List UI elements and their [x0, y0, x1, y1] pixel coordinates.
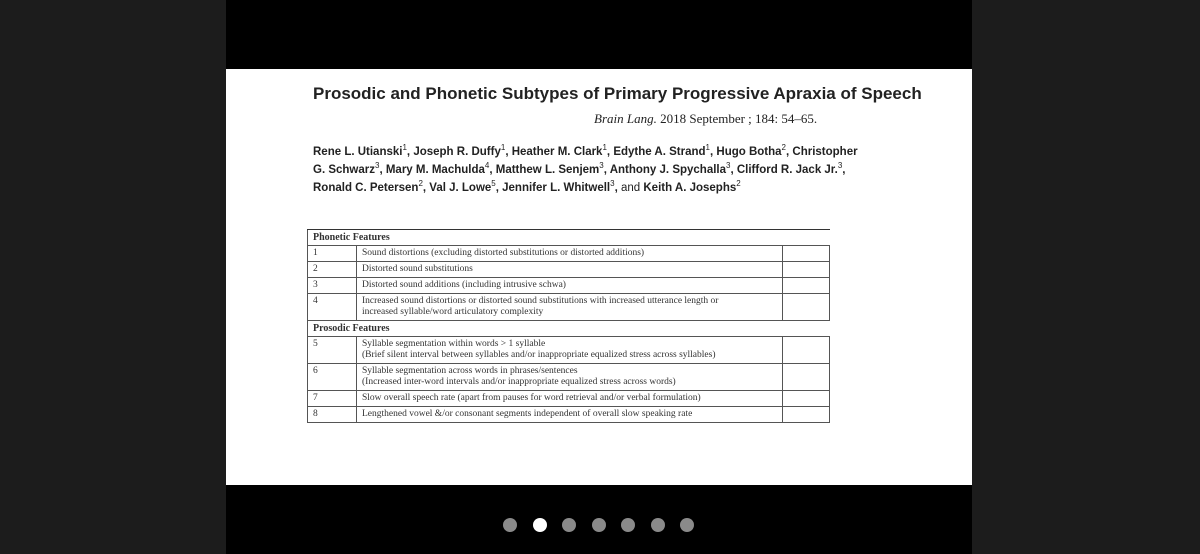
left-margin	[0, 0, 226, 554]
citation-details: 2018 September ; 184: 54–65.	[660, 111, 818, 126]
feature-description-line: (Brief silent interval between syllables and/or inappropriate equalized stress across syllables)	[362, 350, 716, 360]
rating-cell	[783, 364, 830, 391]
author-affiliation: 2	[418, 179, 423, 188]
table-row	[308, 246, 830, 262]
author-name: Anthony J. Spychalla	[609, 164, 727, 176]
carousel-dot[interactable]	[562, 518, 576, 532]
rating-cell	[783, 391, 830, 407]
author-affiliation: 1	[602, 143, 607, 152]
table-row	[308, 391, 830, 407]
carousel-dot[interactable]	[592, 518, 606, 532]
author-name: Christopher G. Schwarz	[313, 146, 858, 176]
author-name: Mary M. Machulda	[385, 164, 485, 176]
author-affiliation: 2	[781, 143, 786, 152]
author-name: Matthew L. Senjem	[495, 164, 600, 176]
feature-number: 2	[308, 262, 357, 278]
feature-description-line: Distorted sound additions (including intrusive schwa)	[362, 280, 566, 290]
rating-cell	[783, 294, 830, 321]
author-name: Rene L. Utianski	[313, 146, 403, 158]
rating-cell	[783, 337, 830, 364]
author-name: Ronald C. Petersen	[313, 182, 419, 194]
citation	[594, 111, 817, 127]
carousel-dot[interactable]	[503, 518, 517, 532]
feature-description	[357, 407, 783, 423]
feature-description-line: Lengthened vowel &/or consonant segments independent of overall slow speaking rate	[362, 409, 693, 419]
feature-description	[357, 294, 783, 321]
author-affiliation: 5	[491, 179, 496, 188]
section-heading: Prosodic Features	[308, 321, 830, 337]
feature-number: 6	[308, 364, 357, 391]
author-name: Clifford R. Jack Jr.	[736, 164, 838, 176]
right-margin	[972, 0, 1200, 554]
author-name: Val J. Lowe	[429, 182, 492, 194]
table-row	[308, 337, 830, 364]
rating-cell	[783, 278, 830, 294]
rating-cell	[783, 407, 830, 423]
feature-number: 8	[308, 407, 357, 423]
author-name: Hugo Botha	[716, 146, 782, 158]
table-row	[308, 278, 830, 294]
feature-number: 4	[308, 294, 357, 321]
rating-cell	[783, 246, 830, 262]
author-affiliation: 1	[402, 143, 407, 152]
feature-number: 5	[308, 337, 357, 364]
feature-description	[357, 364, 783, 391]
author-conjunction: and	[620, 182, 641, 194]
table-row	[308, 364, 830, 391]
table-row	[308, 294, 830, 321]
feature-number: 7	[308, 391, 357, 407]
feature-description-line: increased syllable/word articulatory complexity	[362, 307, 544, 317]
carousel-dot[interactable]	[651, 518, 665, 532]
feature-description	[357, 262, 783, 278]
document-image	[226, 69, 972, 485]
feature-description-line: (Increased inter-word intervals and/or inappropriate equalized stress across words)	[362, 377, 676, 387]
feature-description	[357, 278, 783, 294]
feature-description-line: Slow overall speech rate (apart from pauses for word retrieval and/or verbal formulation)	[362, 393, 701, 403]
feature-description-line: Sound distortions (excluding distorted substitutions or distorted additions)	[362, 248, 645, 258]
feature-description	[357, 246, 783, 262]
author-name: Keith A. Josephs	[643, 182, 737, 194]
author-affiliation: 3	[726, 161, 731, 170]
author-list: Rene L. Utianski$^1$, Joseph R. Duffy$^1$, Heather M. Clark$^1$, Edythe A. Strand$^1$, Hugo Botha$^2$, Christopher G. Schwarz$^3$, Mary M. Machulda$^4$, Matthew L. Senjem$^3$, Anthony J. Spychalla$^3$, Clifford R. Jack Jr.$^3$, Ronald C. Petersen$^2$, Val J. Lowe$^5$, Jennifer L. Whitwell$^3$, and Keith A. Josephs$^2$	[313, 143, 858, 194]
rating-cell	[783, 262, 830, 278]
author-affiliation: 3	[837, 161, 843, 170]
table-row	[308, 262, 830, 278]
table-section-header	[308, 321, 830, 337]
carousel-dot[interactable]	[680, 518, 694, 532]
feature-number: 3	[308, 278, 357, 294]
author-affiliation: 2	[736, 179, 741, 188]
table-row	[308, 407, 830, 423]
table-section-header	[308, 230, 830, 246]
author-name: Heather M. Clark	[511, 146, 603, 158]
feature-description-line: Syllable segmentation across words in phrases/sentences	[362, 366, 578, 376]
feature-number: 1	[308, 246, 357, 262]
author-affiliation: 3	[610, 179, 615, 188]
feature-description	[357, 391, 783, 407]
carousel-dot-active[interactable]	[533, 518, 547, 532]
paper-title: Prosodic and Phonetic Subtypes of Primary Progressive Apraxia of Speech	[313, 84, 922, 103]
author-name: Joseph R. Duffy	[413, 146, 501, 158]
author-affiliation: 1	[500, 143, 506, 152]
author-affiliation: 3	[599, 161, 604, 170]
author-affiliation: 4	[484, 161, 490, 170]
carousel-dot[interactable]	[621, 518, 635, 532]
feature-description	[357, 337, 783, 364]
author-name: Edythe A. Strand	[613, 146, 706, 158]
feature-description-line: Syllable segmentation within words > 1 syllable	[362, 339, 546, 349]
feature-description-line: Increased sound distortions or distorted sound substitutions with increased utterance length or	[362, 296, 719, 306]
author-name: Jennifer L. Whitwell	[502, 182, 611, 194]
author-affiliation: 1	[705, 143, 710, 152]
citation-journal: Brain Lang.	[594, 111, 657, 126]
author-affiliation: 3	[375, 161, 380, 170]
section-heading: Phonetic Features	[308, 230, 830, 246]
features-table	[307, 229, 830, 423]
feature-description-line: Distorted sound substitutions	[362, 264, 473, 274]
